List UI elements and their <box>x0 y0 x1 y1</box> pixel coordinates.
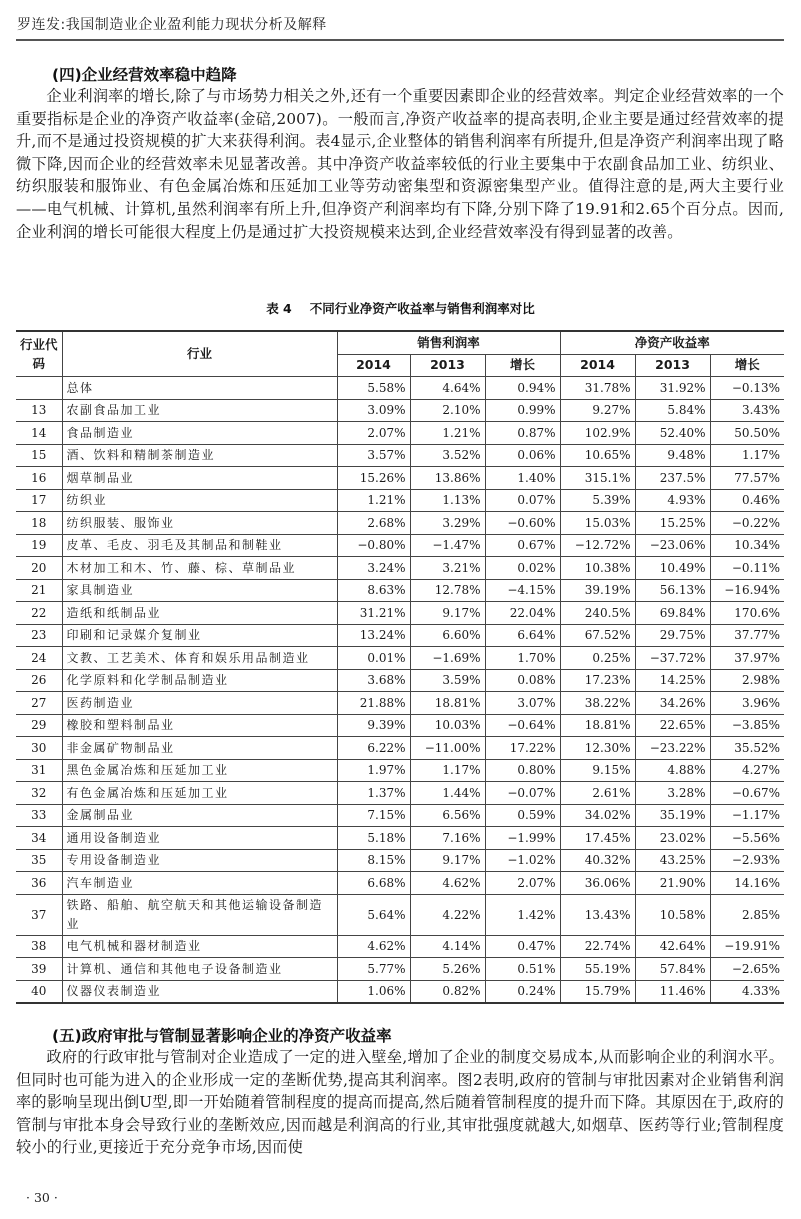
sales-margin-2014-cell: 1.97% <box>337 759 410 782</box>
industry-name-cell: 黑色金属冶炼和压延加工业 <box>62 759 337 782</box>
sales-margin-2014-cell: 1.21% <box>337 489 410 512</box>
sales-margin-growth-cell: 0.51% <box>485 958 560 981</box>
roe-2014-cell: 12.30% <box>560 737 635 760</box>
section-4-paragraph <box>16 85 784 243</box>
sales-margin-2013-cell: 2.10% <box>410 399 485 422</box>
roe-2014-cell: 39.19% <box>560 579 635 602</box>
roe-growth-cell: 10.34% <box>710 534 784 557</box>
table-row <box>16 759 784 782</box>
roe-growth-cell: −2.93% <box>710 849 784 872</box>
roe-2014-cell: 38.22% <box>560 692 635 715</box>
industry-code-cell: 26 <box>16 669 62 692</box>
sales-margin-growth-cell: 1.40% <box>485 467 560 490</box>
section-title-4: (四)企业经营效率稳中趋降 <box>52 66 237 84</box>
roe-growth-cell: 4.33% <box>710 980 784 1003</box>
sales-margin-2013-cell: 0.82% <box>410 980 485 1003</box>
roe-2014-cell: 40.32% <box>560 849 635 872</box>
table-caption-title: 不同行业净资产收益率与销售利润率对比 <box>309 301 535 316</box>
header-roe-growth: 增长 <box>710 354 784 377</box>
roe-2013-cell: 5.84% <box>635 399 710 422</box>
roe-2014-cell: 17.45% <box>560 827 635 850</box>
table-row <box>16 647 784 670</box>
roe-2014-cell: 31.78% <box>560 377 635 400</box>
roe-growth-cell: −16.94% <box>710 579 784 602</box>
industry-code-cell: 35 <box>16 849 62 872</box>
sales-margin-2013-cell: 1.13% <box>410 489 485 512</box>
sales-margin-2014-cell: 9.39% <box>337 714 410 737</box>
roe-2014-cell: 17.23% <box>560 669 635 692</box>
section-4-paragraph-text: 企业利润率的增长,除了与市场势力相关之外,还有一个重要因素即企业的经营效率。判定企业经营效率的一个重要指标是企业的净资产收益率(金碚,2007)。一般而言,净资产收益率的提高表明,企业主要是通过经营效率的提升,而不是通过投资规模的扩大来获得利润。表4显示,企业整体的销售利润率有所提升,但是净资产利润率出现了略微下降,因而企业的经营效率未见显著改善。其中净资产收益率较低的行业主要集中于农副食品加工业、纺织业、纺织服装和服饰业、有色金属冶炼和压延加工业等劳动密集型和资源密集型产业。值得注意的是,两大主要行业——电气机械、计算机,虽然利润率有所上升,但净资产利润率均有下降,分别下降了19.91和2.65个百分点。因而,企业利润的增长可能很大程度上仍是通过扩大投资规模来达到,企业经营效率没有得到显著的改善。 <box>16 87 784 241</box>
roe-2013-cell: 21.90% <box>635 872 710 895</box>
table-body <box>16 377 784 1004</box>
sales-margin-growth-cell: −0.64% <box>485 714 560 737</box>
header-industry-code: 行业代码 <box>16 331 62 377</box>
header-roe-2013: 2013 <box>635 354 710 377</box>
roe-2014-cell: 102.9% <box>560 422 635 445</box>
sales-margin-growth-cell: 22.04% <box>485 602 560 625</box>
roe-growth-cell: 3.96% <box>710 692 784 715</box>
industry-name-cell: 金属制品业 <box>62 804 337 827</box>
table-row <box>16 602 784 625</box>
table-row <box>16 534 784 557</box>
sales-margin-2013-cell: 3.29% <box>410 512 485 535</box>
roe-2014-cell: 315.1% <box>560 467 635 490</box>
roe-growth-cell: 4.27% <box>710 759 784 782</box>
industry-name-cell: 印刷和记录媒介复制业 <box>62 624 337 647</box>
industry-name-cell: 专用设备制造业 <box>62 849 337 872</box>
sales-margin-2014-cell: 6.22% <box>337 737 410 760</box>
table-row <box>16 849 784 872</box>
sales-margin-2014-cell: 5.77% <box>337 958 410 981</box>
roe-growth-cell: 14.16% <box>710 872 784 895</box>
roe-growth-cell: −1.17% <box>710 804 784 827</box>
sales-margin-2013-cell: 9.17% <box>410 602 485 625</box>
sales-margin-growth-cell: −1.02% <box>485 849 560 872</box>
industry-code-cell: 40 <box>16 980 62 1003</box>
sales-margin-2013-cell: 3.21% <box>410 557 485 580</box>
industry-name-cell: 造纸和纸制品业 <box>62 602 337 625</box>
roe-2013-cell: 4.88% <box>635 759 710 782</box>
industry-name-cell: 橡胶和塑料制品业 <box>62 714 337 737</box>
table-row <box>16 444 784 467</box>
sales-margin-growth-cell: 0.59% <box>485 804 560 827</box>
roe-2013-cell: 237.5% <box>635 467 710 490</box>
industry-name-cell: 化学原料和化学制品制造业 <box>62 669 337 692</box>
table-row <box>16 935 784 958</box>
industry-name-cell: 电气机械和器材制造业 <box>62 935 337 958</box>
industry-code-cell: 32 <box>16 782 62 805</box>
sales-margin-growth-cell: 0.24% <box>485 980 560 1003</box>
sales-margin-growth-cell: 3.07% <box>485 692 560 715</box>
sales-margin-2014-cell: 8.63% <box>337 579 410 602</box>
sales-margin-growth-cell: 1.70% <box>485 647 560 670</box>
sales-margin-growth-cell: 0.08% <box>485 669 560 692</box>
roe-2014-cell: −12.72% <box>560 534 635 557</box>
table-row <box>16 624 784 647</box>
table-row <box>16 958 784 981</box>
roe-2014-cell: 15.79% <box>560 980 635 1003</box>
sales-margin-growth-cell: 0.06% <box>485 444 560 467</box>
table-caption-number: 表 4 <box>266 301 292 316</box>
roe-2013-cell: 35.19% <box>635 804 710 827</box>
comparison-table <box>16 330 784 1004</box>
industry-name-cell: 有色金属冶炼和压延加工业 <box>62 782 337 805</box>
header-sales-growth: 增长 <box>485 354 560 377</box>
industry-code-cell: 34 <box>16 827 62 850</box>
industry-name-cell: 皮革、毛皮、羽毛及其制品和制鞋业 <box>62 534 337 557</box>
table-row <box>16 467 784 490</box>
table-row <box>16 714 784 737</box>
sales-margin-2014-cell: 0.01% <box>337 647 410 670</box>
sales-margin-2013-cell: −1.47% <box>410 534 485 557</box>
sales-margin-2013-cell: 6.56% <box>410 804 485 827</box>
sales-margin-2013-cell: 4.14% <box>410 935 485 958</box>
roe-2014-cell: 13.43% <box>560 894 635 935</box>
section-title-5: (五)政府审批与管制显著影响企业的净资产收益率 <box>52 1027 392 1045</box>
industry-code-cell: 37 <box>16 894 62 935</box>
sales-margin-growth-cell: −0.60% <box>485 512 560 535</box>
sales-margin-growth-cell: 0.80% <box>485 759 560 782</box>
roe-2013-cell: 4.93% <box>635 489 710 512</box>
industry-code-cell: 17 <box>16 489 62 512</box>
table-row <box>16 692 784 715</box>
sales-margin-growth-cell: 0.07% <box>485 489 560 512</box>
table-header-row-1 <box>16 331 784 354</box>
sales-margin-2013-cell: 1.21% <box>410 422 485 445</box>
roe-2013-cell: 9.48% <box>635 444 710 467</box>
industry-name-cell: 食品制造业 <box>62 422 337 445</box>
roe-2014-cell: 2.61% <box>560 782 635 805</box>
roe-2014-cell: 18.81% <box>560 714 635 737</box>
sales-margin-2013-cell: −1.69% <box>410 647 485 670</box>
section-5-paragraph-text: 政府的行政审批与管制对企业造成了一定的进入壁垒,增加了企业的制度交易成本,从而影响企业的利润水平。但同时也可能为进入的企业形成一定的垄断优势,提高其利润率。图2表明,政府的管制与审批因素对企业销售利润率的影响呈现出倒U型,即一开始随着管制程度的提高而提高,然后随着管制程度的提升而下降。其原因在于,政府的管制与审批本身会导致行业的垄断效应,因而越是利润高的行业,其审批强度就越大,如烟草、医药等行业;管制程度较小的行业,更接近于充分竞争市场,因而使 <box>16 1048 784 1157</box>
roe-2013-cell: 3.28% <box>635 782 710 805</box>
industry-name-cell: 家具制造业 <box>62 579 337 602</box>
sales-margin-2014-cell: 1.06% <box>337 980 410 1003</box>
roe-2013-cell: 57.84% <box>635 958 710 981</box>
industry-code-cell: 14 <box>16 422 62 445</box>
roe-2014-cell: 22.74% <box>560 935 635 958</box>
sales-margin-growth-cell: 0.47% <box>485 935 560 958</box>
sales-margin-2014-cell: 3.09% <box>337 399 410 422</box>
sales-margin-2014-cell: 8.15% <box>337 849 410 872</box>
sales-margin-2013-cell: 18.81% <box>410 692 485 715</box>
sales-margin-2014-cell: 7.15% <box>337 804 410 827</box>
sales-margin-2014-cell: 13.24% <box>337 624 410 647</box>
roe-growth-cell: −0.11% <box>710 557 784 580</box>
industry-code-cell: 21 <box>16 579 62 602</box>
roe-2014-cell: 15.03% <box>560 512 635 535</box>
roe-2013-cell: 31.92% <box>635 377 710 400</box>
sales-margin-2014-cell: 3.57% <box>337 444 410 467</box>
sales-margin-2013-cell: 3.52% <box>410 444 485 467</box>
industry-code-cell: 16 <box>16 467 62 490</box>
table-caption <box>0 299 801 317</box>
roe-2013-cell: −37.72% <box>635 647 710 670</box>
table-row <box>16 377 784 400</box>
sales-margin-2014-cell: 3.68% <box>337 669 410 692</box>
roe-2013-cell: 69.84% <box>635 602 710 625</box>
roe-2014-cell: 67.52% <box>560 624 635 647</box>
table-row <box>16 782 784 805</box>
sales-margin-2013-cell: 13.86% <box>410 467 485 490</box>
sales-margin-2013-cell: 7.16% <box>410 827 485 850</box>
roe-2013-cell: 34.26% <box>635 692 710 715</box>
industry-code-cell <box>16 377 62 400</box>
roe-growth-cell: 2.98% <box>710 669 784 692</box>
roe-growth-cell: −0.13% <box>710 377 784 400</box>
table-row <box>16 579 784 602</box>
sales-margin-growth-cell: −1.99% <box>485 827 560 850</box>
sales-margin-growth-cell: 0.67% <box>485 534 560 557</box>
roe-growth-cell: −2.65% <box>710 958 784 981</box>
table-row <box>16 872 784 895</box>
header-roe-2014: 2014 <box>560 354 635 377</box>
sales-margin-growth-cell: 17.22% <box>485 737 560 760</box>
industry-name-cell: 总体 <box>62 377 337 400</box>
sales-margin-2014-cell: 5.64% <box>337 894 410 935</box>
industry-code-cell: 13 <box>16 399 62 422</box>
roe-2013-cell: 42.64% <box>635 935 710 958</box>
roe-2014-cell: 10.65% <box>560 444 635 467</box>
sales-margin-2013-cell: 9.17% <box>410 849 485 872</box>
roe-growth-cell: 2.85% <box>710 894 784 935</box>
table-row <box>16 894 784 935</box>
roe-2013-cell: 15.25% <box>635 512 710 535</box>
industry-name-cell: 木材加工和木、竹、藤、棕、草制品业 <box>62 557 337 580</box>
industry-name-cell: 计算机、通信和其他电子设备制造业 <box>62 958 337 981</box>
roe-2013-cell: 52.40% <box>635 422 710 445</box>
roe-2013-cell: 43.25% <box>635 849 710 872</box>
roe-growth-cell: 0.46% <box>710 489 784 512</box>
industry-code-cell: 33 <box>16 804 62 827</box>
header-rule <box>16 39 784 41</box>
industry-code-cell: 27 <box>16 692 62 715</box>
table-row <box>16 557 784 580</box>
roe-2013-cell: 10.58% <box>635 894 710 935</box>
sales-margin-growth-cell: 0.02% <box>485 557 560 580</box>
industry-code-cell: 36 <box>16 872 62 895</box>
industry-code-cell: 20 <box>16 557 62 580</box>
roe-2014-cell: 5.39% <box>560 489 635 512</box>
sales-margin-2013-cell: 4.62% <box>410 872 485 895</box>
roe-growth-cell: −5.56% <box>710 827 784 850</box>
sales-margin-2014-cell: 2.07% <box>337 422 410 445</box>
industry-name-cell: 汽车制造业 <box>62 872 337 895</box>
table-row <box>16 422 784 445</box>
sales-margin-2013-cell: 1.44% <box>410 782 485 805</box>
industry-name-cell: 通用设备制造业 <box>62 827 337 850</box>
header-industry: 行业 <box>62 331 337 377</box>
industry-name-cell: 文教、工艺美术、体育和娱乐用品制造业 <box>62 647 337 670</box>
header-sales-2013: 2013 <box>410 354 485 377</box>
roe-2013-cell: 56.13% <box>635 579 710 602</box>
roe-2013-cell: 11.46% <box>635 980 710 1003</box>
sales-margin-growth-cell: 1.42% <box>485 894 560 935</box>
roe-2013-cell: 22.65% <box>635 714 710 737</box>
sales-margin-2013-cell: 3.59% <box>410 669 485 692</box>
sales-margin-2013-cell: 1.17% <box>410 759 485 782</box>
sales-margin-growth-cell: −0.07% <box>485 782 560 805</box>
sales-margin-2014-cell: −0.80% <box>337 534 410 557</box>
industry-name-cell: 仪器仪表制造业 <box>62 980 337 1003</box>
roe-2014-cell: 36.06% <box>560 872 635 895</box>
sales-margin-growth-cell: 0.87% <box>485 422 560 445</box>
industry-name-cell: 烟草制品业 <box>62 467 337 490</box>
section-5-paragraph <box>16 1046 784 1159</box>
header-sales-2014: 2014 <box>337 354 410 377</box>
table-row <box>16 489 784 512</box>
industry-name-cell: 农副食品加工业 <box>62 399 337 422</box>
roe-2014-cell: 240.5% <box>560 602 635 625</box>
roe-2014-cell: 10.38% <box>560 557 635 580</box>
industry-code-cell: 38 <box>16 935 62 958</box>
sales-margin-2013-cell: 4.22% <box>410 894 485 935</box>
roe-growth-cell: 37.97% <box>710 647 784 670</box>
sales-margin-2014-cell: 6.68% <box>337 872 410 895</box>
roe-growth-cell: 1.17% <box>710 444 784 467</box>
table-row <box>16 399 784 422</box>
roe-2013-cell: 23.02% <box>635 827 710 850</box>
sales-margin-2013-cell: −11.00% <box>410 737 485 760</box>
industry-name-cell: 酒、饮料和精制茶制造业 <box>62 444 337 467</box>
sales-margin-growth-cell: 0.94% <box>485 377 560 400</box>
industry-code-cell: 29 <box>16 714 62 737</box>
table-row <box>16 737 784 760</box>
sales-margin-2013-cell: 10.03% <box>410 714 485 737</box>
roe-2014-cell: 0.25% <box>560 647 635 670</box>
sales-margin-2014-cell: 2.68% <box>337 512 410 535</box>
header-sales-profit-margin: 销售利润率 <box>337 331 560 354</box>
industry-name-cell: 医药制造业 <box>62 692 337 715</box>
industry-code-cell: 30 <box>16 737 62 760</box>
industry-name-cell: 非金属矿物制品业 <box>62 737 337 760</box>
roe-2013-cell: 14.25% <box>635 669 710 692</box>
sales-margin-2013-cell: 5.26% <box>410 958 485 981</box>
roe-growth-cell: −0.22% <box>710 512 784 535</box>
industry-code-cell: 22 <box>16 602 62 625</box>
roe-2013-cell: −23.22% <box>635 737 710 760</box>
sales-margin-growth-cell: 0.99% <box>485 399 560 422</box>
sales-margin-2014-cell: 5.58% <box>337 377 410 400</box>
roe-growth-cell: −3.85% <box>710 714 784 737</box>
roe-2014-cell: 9.27% <box>560 399 635 422</box>
industry-code-cell: 19 <box>16 534 62 557</box>
running-head: 罗连发:我国制造业企业盈利能力现状分析及解释 <box>17 17 327 33</box>
sales-margin-2014-cell: 15.26% <box>337 467 410 490</box>
sales-margin-2013-cell: 6.60% <box>410 624 485 647</box>
sales-margin-2014-cell: 21.88% <box>337 692 410 715</box>
roe-2013-cell: −23.06% <box>635 534 710 557</box>
sales-margin-2014-cell: 4.62% <box>337 935 410 958</box>
table-row <box>16 827 784 850</box>
table-row <box>16 512 784 535</box>
roe-growth-cell: 170.6% <box>710 602 784 625</box>
sales-margin-2014-cell: 1.37% <box>337 782 410 805</box>
table-row <box>16 980 784 1003</box>
roe-2014-cell: 55.19% <box>560 958 635 981</box>
industry-name-cell: 纺织服装、服饰业 <box>62 512 337 535</box>
sales-margin-2014-cell: 3.24% <box>337 557 410 580</box>
industry-code-cell: 23 <box>16 624 62 647</box>
industry-code-cell: 39 <box>16 958 62 981</box>
sales-margin-2013-cell: 4.64% <box>410 377 485 400</box>
industry-name-cell: 铁路、船舶、航空航天和其他运输设备制造业 <box>62 894 337 935</box>
sales-margin-2014-cell: 31.21% <box>337 602 410 625</box>
roe-growth-cell: 35.52% <box>710 737 784 760</box>
industry-name-cell: 纺织业 <box>62 489 337 512</box>
table-row <box>16 804 784 827</box>
roe-growth-cell: −0.67% <box>710 782 784 805</box>
industry-code-cell: 31 <box>16 759 62 782</box>
roe-2014-cell: 9.15% <box>560 759 635 782</box>
roe-growth-cell: 3.43% <box>710 399 784 422</box>
sales-margin-growth-cell: −4.15% <box>485 579 560 602</box>
roe-2013-cell: 10.49% <box>635 557 710 580</box>
table-row <box>16 669 784 692</box>
roe-2013-cell: 29.75% <box>635 624 710 647</box>
roe-2014-cell: 34.02% <box>560 804 635 827</box>
roe-growth-cell: −19.91% <box>710 935 784 958</box>
roe-growth-cell: 77.57% <box>710 467 784 490</box>
roe-growth-cell: 50.50% <box>710 422 784 445</box>
industry-code-cell: 15 <box>16 444 62 467</box>
page-number: · 30 · <box>26 1190 58 1205</box>
sales-margin-growth-cell: 2.07% <box>485 872 560 895</box>
header-roe: 净资产收益率 <box>560 331 784 354</box>
sales-margin-2014-cell: 5.18% <box>337 827 410 850</box>
industry-code-cell: 24 <box>16 647 62 670</box>
roe-growth-cell: 37.77% <box>710 624 784 647</box>
sales-margin-2013-cell: 12.78% <box>410 579 485 602</box>
industry-code-cell: 18 <box>16 512 62 535</box>
sales-margin-growth-cell: 6.64% <box>485 624 560 647</box>
